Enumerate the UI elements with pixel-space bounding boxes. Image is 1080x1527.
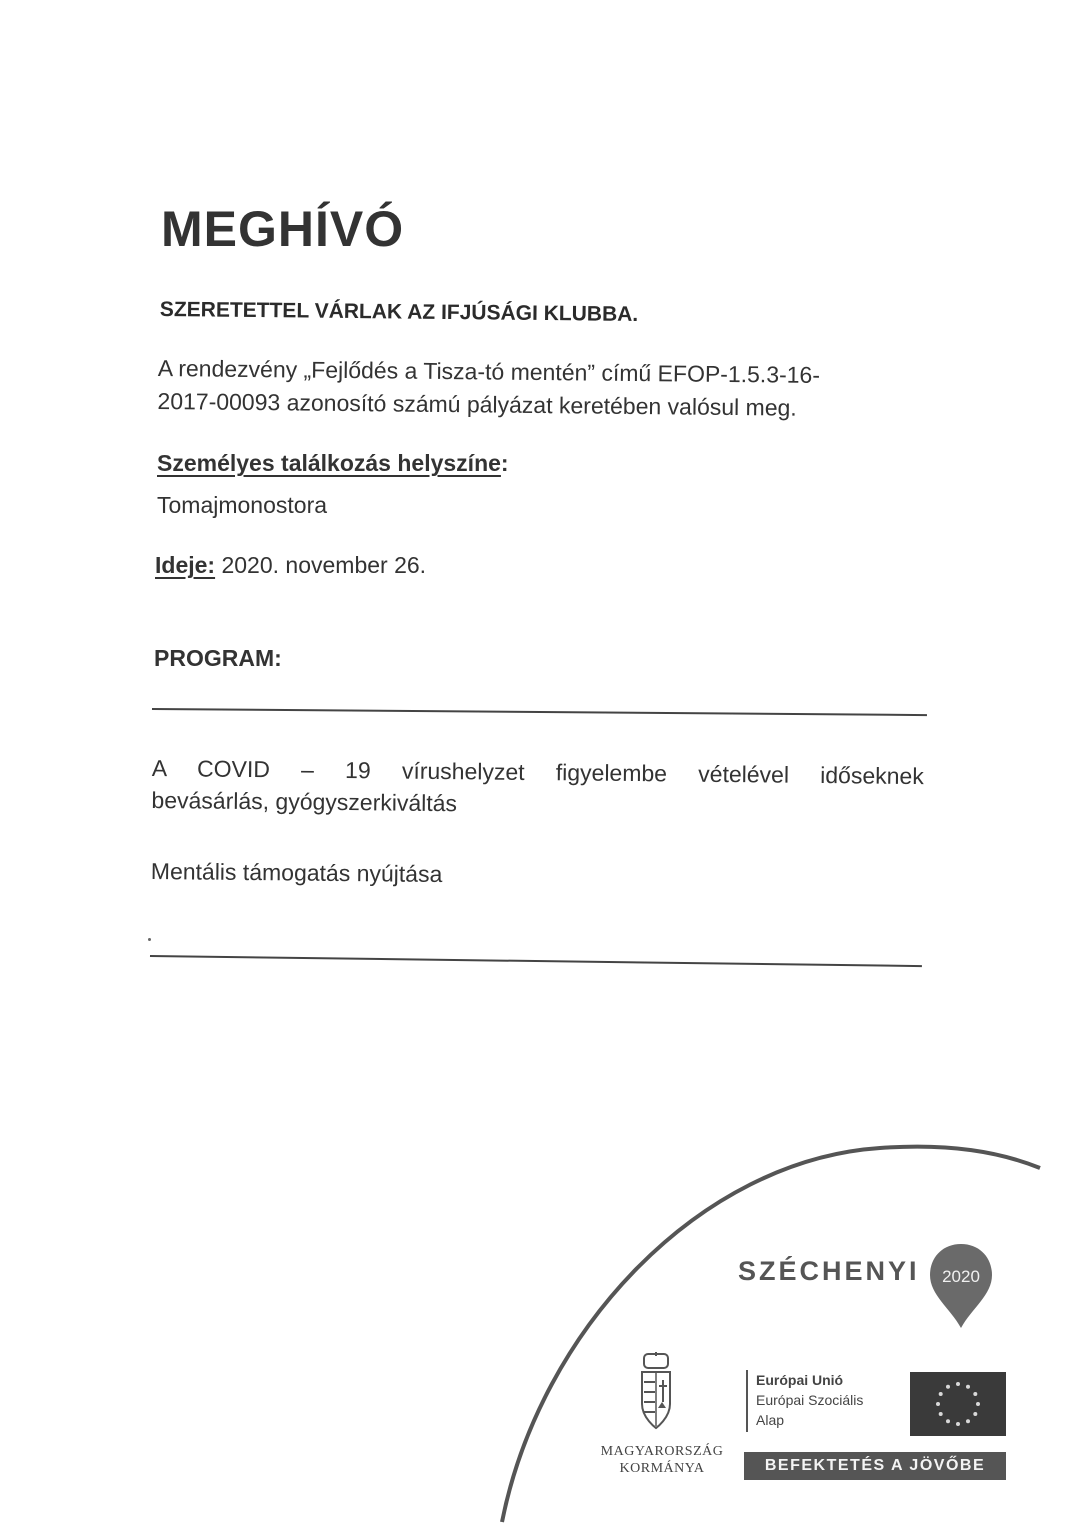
- slogan-banner: BEFEKTETÉS A JÖVŐBE: [744, 1452, 1006, 1480]
- government-line-2: KORMÁNYA: [619, 1461, 705, 1476]
- intro-line-2: 2017-00093 azonosító számú pályázat keretében valósul meg.: [157, 387, 797, 421]
- location-value: Tomajmonostora: [157, 492, 328, 518]
- eu-star: [966, 1419, 970, 1423]
- program-item-1-line-2: bevásárlás, gyógyszerkiváltás: [151, 786, 458, 817]
- eu-flag-icon: [910, 1372, 1006, 1436]
- eu-star: [956, 1422, 960, 1426]
- date-label: Ideje:: [155, 552, 216, 578]
- date-value: 2020. november 26.: [215, 552, 427, 578]
- government-line-1: MAGYARORSZÁG: [600, 1444, 724, 1459]
- szechenyi-year: 2020: [942, 1267, 980, 1286]
- eu-line-1: Európai Unió: [756, 1372, 844, 1388]
- eu-text: [756, 1370, 863, 1430]
- eu-star: [939, 1392, 943, 1396]
- page-title: MEGHÍVÓ: [161, 201, 405, 257]
- location-colon: :: [500, 450, 509, 476]
- government-name: [592, 1443, 732, 1477]
- intro-line-1: A rendezvény „Fejlődés a Tisza-tó mentén” című EFOP-1.5.3-16-: [157, 354, 821, 388]
- eu-star: [946, 1385, 950, 1389]
- eu-star: [946, 1419, 950, 1423]
- eu-star: [976, 1402, 980, 1406]
- program-item-2: Mentális támogatás nyújtása: [150, 858, 443, 888]
- eu-line-3: Alap: [756, 1412, 785, 1428]
- program-heading: PROGRAM:: [154, 645, 282, 671]
- szechenyi-pin-icon: [926, 1240, 996, 1332]
- eu-star: [936, 1402, 940, 1406]
- eu-star: [956, 1382, 960, 1386]
- eu-star: [973, 1412, 977, 1416]
- eu-separator: [746, 1370, 748, 1432]
- eu-star: [973, 1392, 977, 1396]
- eu-line-2: Európai Szociális: [756, 1392, 864, 1408]
- subtitle: SZERETETTEL VÁRLAK AZ IFJÚSÁGI KLUBBA.: [159, 298, 639, 327]
- szechenyi-logo-text: SZÉCHENYI: [738, 1256, 920, 1286]
- eu-star: [966, 1385, 970, 1389]
- location-label-text: Személyes találkozás helyszíne: [157, 450, 501, 476]
- eu-star: [939, 1412, 943, 1416]
- coat-of-arms-icon: [636, 1352, 676, 1432]
- program-item-1-line-1: A COVID – 19 vírushelyzet figyelembe vételével időseknek: [151, 754, 924, 790]
